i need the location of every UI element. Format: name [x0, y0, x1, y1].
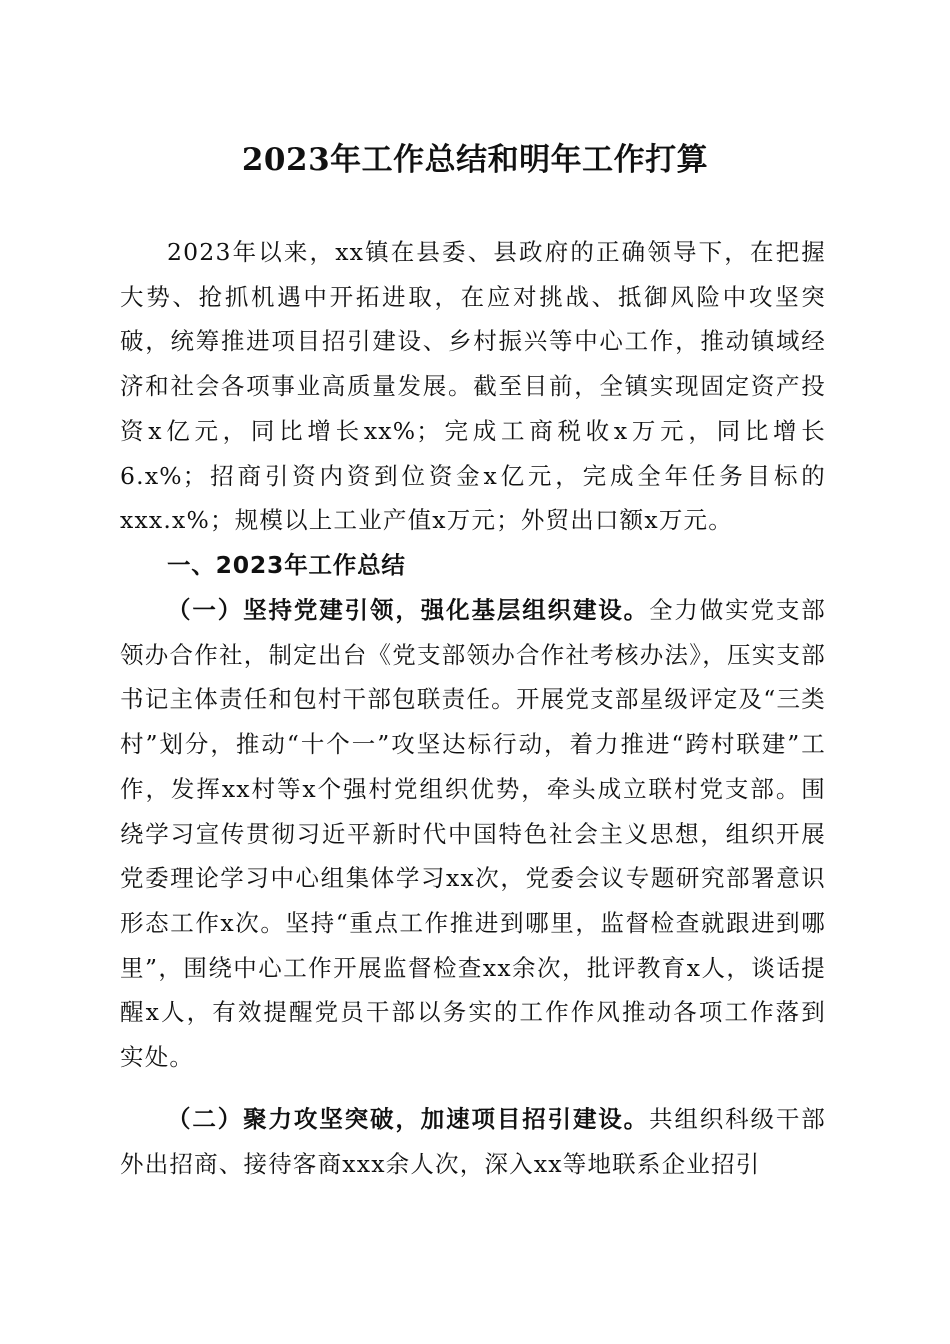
paragraph-party-building — [120, 588, 826, 1080]
paragraph-lead-party-building: （一）坚持党建引领，强化基层组织建设。 — [167, 596, 650, 624]
intro-paragraph: 2023年以来，xx镇在县委、县政府的正确领导下，在把握大势、抢抓机遇中开拓进取，在应对挑战、抵御风险中攻坚突破，统筹推进项目招引建设、乡村振兴等中心工作，推动镇域经济和社会各项事业高质量发展。截至目前，全镇实现固定资产投资x亿元，同比增长xx%；完成工商税收x万元，同比增长6.x%；招商引资内资到位资金x亿元，完成全年任务目标的xxx.x%；规模以上工业产值x万元；外贸出口额x万元。 — [120, 238, 826, 535]
paragraph-body-project-attraction: 共组织科级干部外出招商、接待客商xxx余人次，深入xx等地联系企业招引 — [120, 1105, 826, 1178]
paragraph-project-attraction — [120, 1097, 826, 1186]
paragraph-lead-project-attraction: （二）聚力攻坚突破，加速项目招引建设。 — [167, 1105, 650, 1133]
section-heading-work-summary: 一、2023年工作总结 — [167, 551, 406, 579]
document-title: 2023年工作总结和明年工作打算 — [241, 142, 709, 178]
paragraph-body-party-building: 全力做实党支部领办合作社，制定出台《党支部领办合作社考核办法》，压实支部书记主体责任和包村干部包联责任。开展党支部星级评定及“三类村”划分，推动“十个一”攻坚达标行动，着力推进“跨村联建”工作，发挥xx村等x个强村党组织优势，牵头成立联村党支部。围绕学习宣传贯彻习近平新时代中国特色社会主义思想，组织开展党委理论学习中心组集体学习xx次，党委会议专题研究部署意识形态工作x次。坚持“重点工作推进到哪里，监督检查就跟进到哪里”，围绕中心工作开展监督检查xx余次，批评教育x人，谈话提醒x人，有效提醒党员干部以务实的工作作风推动各项工作落到实处。 — [120, 596, 826, 1072]
